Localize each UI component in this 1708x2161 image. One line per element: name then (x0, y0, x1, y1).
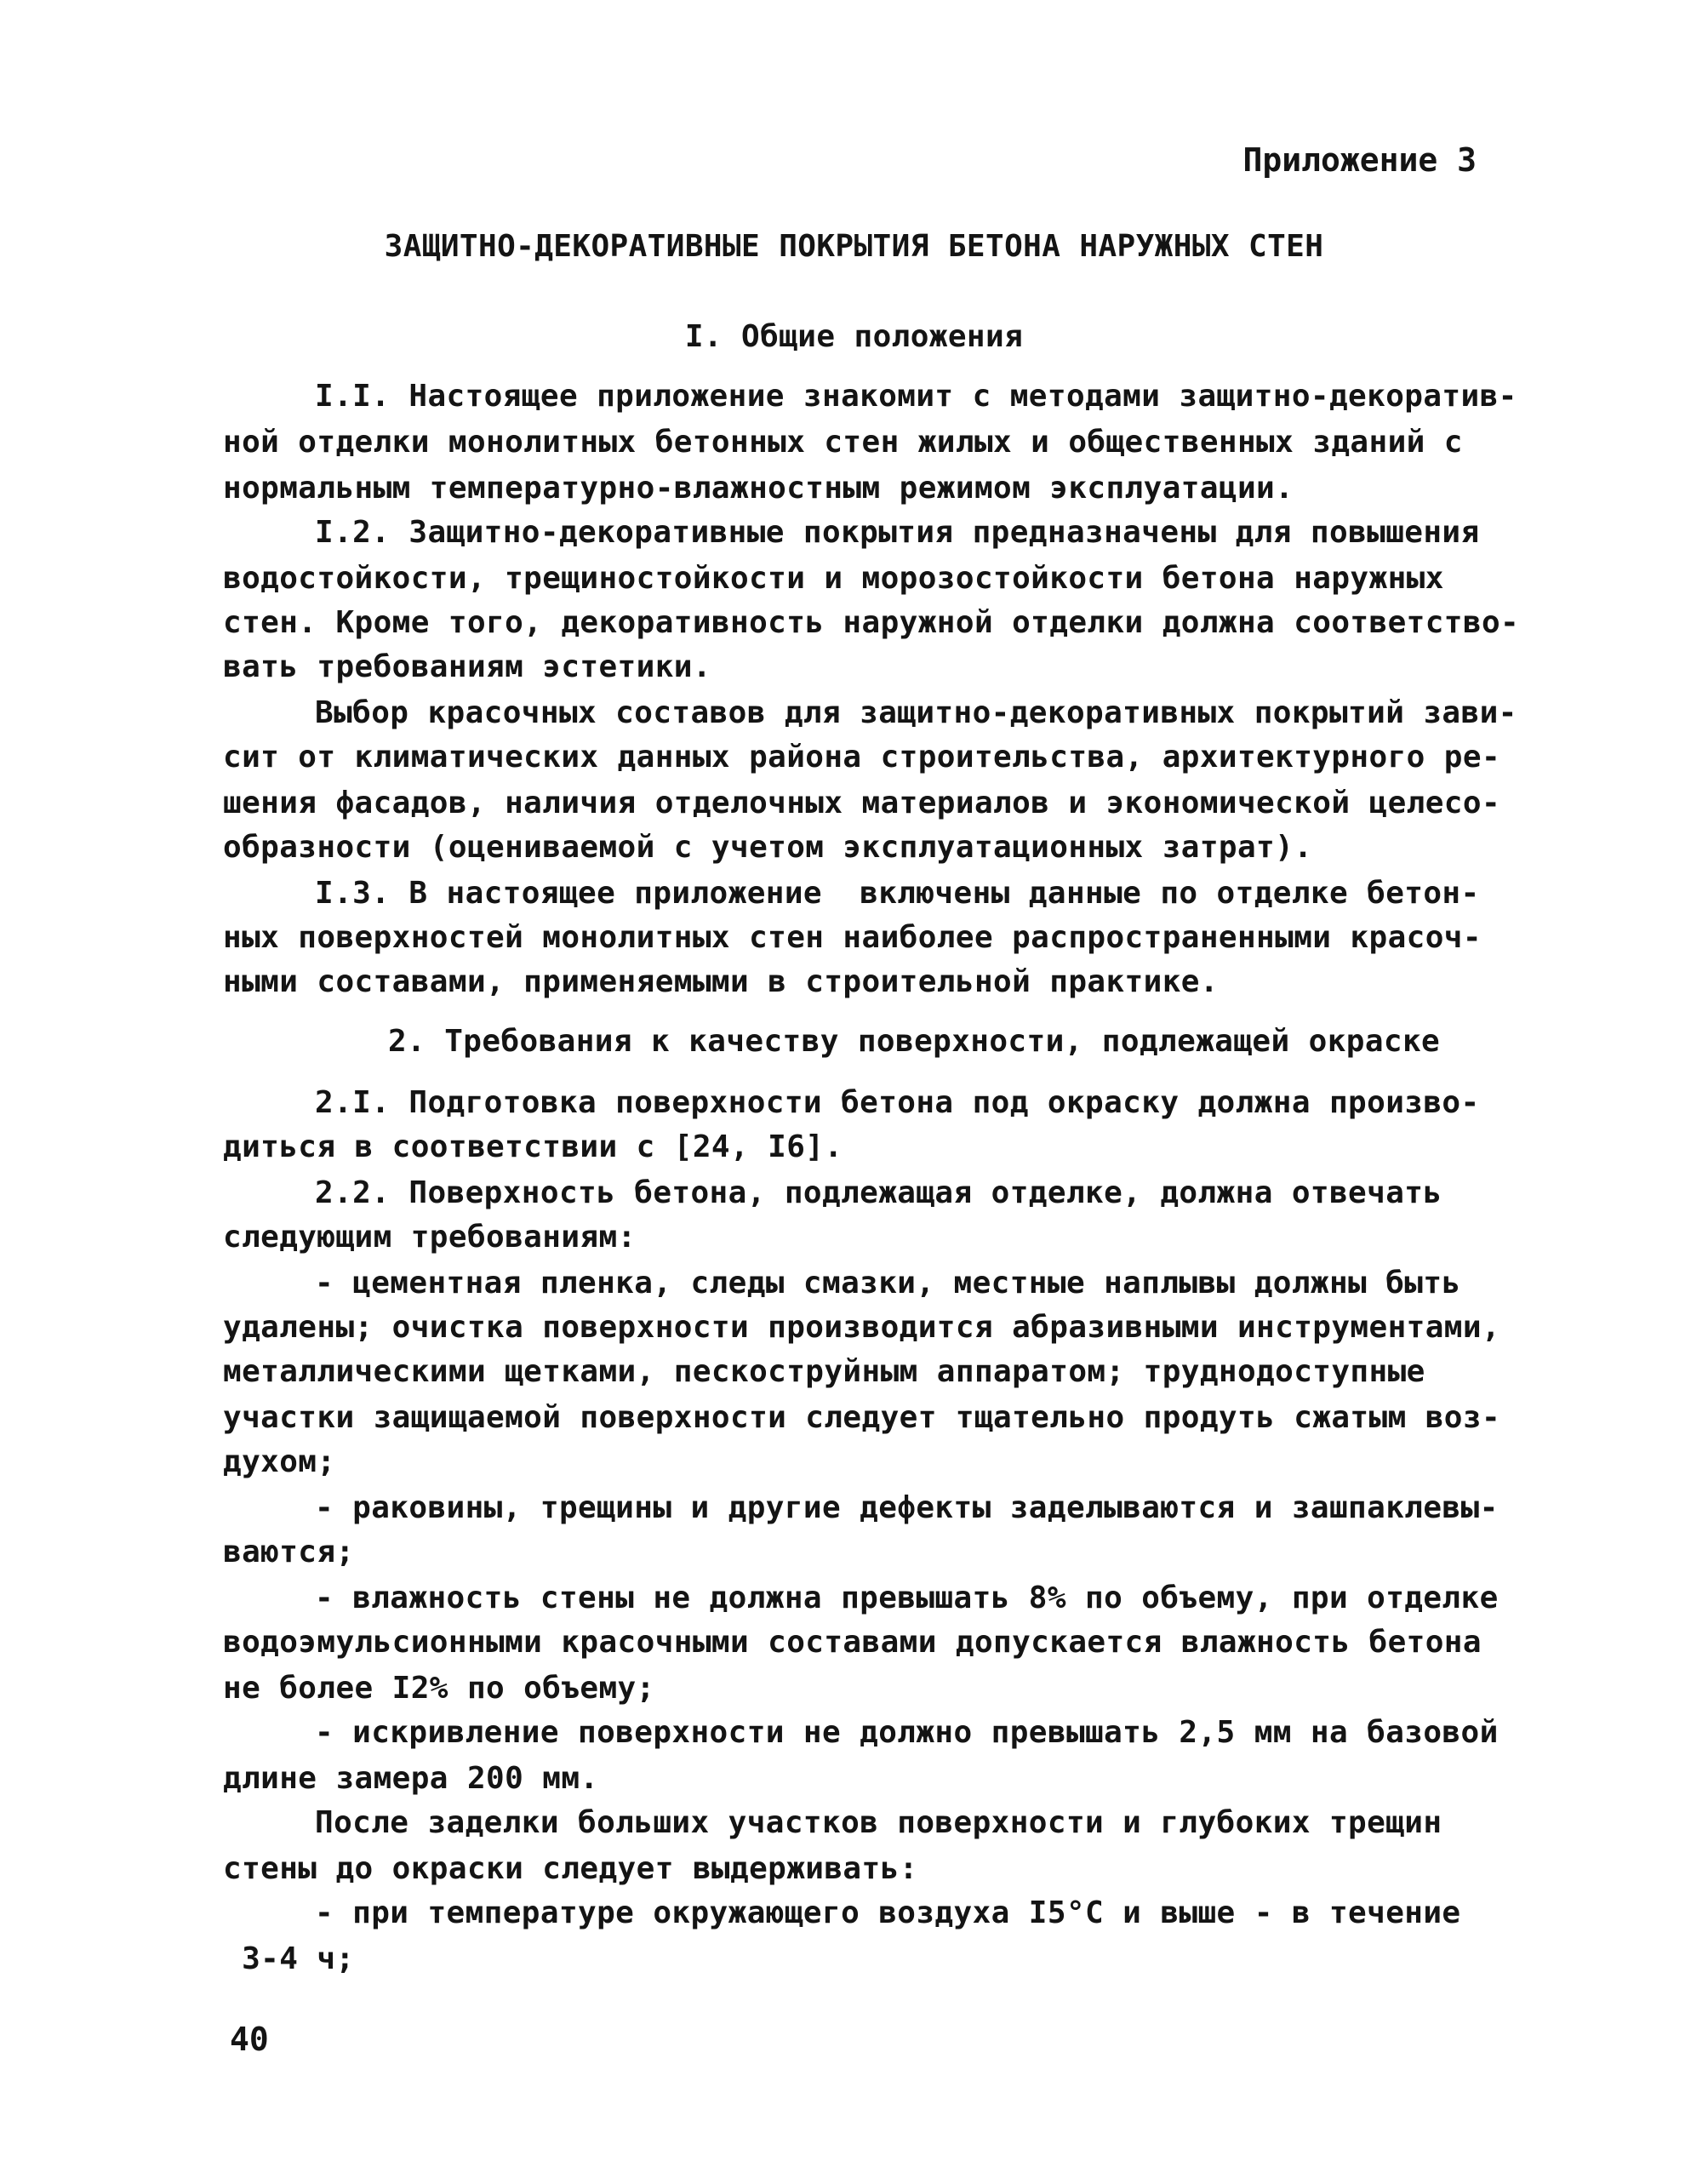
paragraph-line: ной отделки монолитных бетонных стен жилых и общественных зданий с (223, 425, 1463, 460)
paragraph-line: вать требованиям эстетики. (223, 649, 711, 684)
paragraph-line: диться в соответствии с [24, I6]. (223, 1129, 843, 1164)
paragraph-line: сит от климатических данных района строительства, архитектурного ре- (223, 740, 1501, 775)
paragraph-line: следующим требованиям: (223, 1220, 637, 1255)
paragraph-line: не более I2% по объему; (223, 1671, 655, 1706)
paragraph-line: водостойкости, трещиностойкости и морозостойкости бетона наружных (223, 561, 1444, 596)
paragraph-line: удалены; очистка поверхности производится абразивными инструментами, (223, 1310, 1501, 1345)
appendix-label: Приложение 3 (1242, 141, 1477, 179)
section-1-heading: I. Общие положения (684, 319, 1024, 354)
paragraph-line: ваются; (223, 1535, 355, 1569)
paragraph-line: длине замера 200 мм. (223, 1761, 599, 1796)
paragraph-line: стены до окраски следует выдерживать: (223, 1851, 918, 1886)
paragraph-line: - влажность стены не должна превышать 8% по объему, при отделке (315, 1581, 1499, 1615)
paragraph-line: стен. Кроме того, декоративность наружной отделки должна соответство- (223, 605, 1520, 640)
paragraph-line: участки защищаемой поверхности следует тщательно продуть сжатым воз- (223, 1400, 1501, 1435)
paragraph-line: шения фасадов, наличия отделочных материалов и экономической целесо- (223, 786, 1501, 820)
paragraph-line: нормальным температурно-влажностным режимом эксплуатации. (223, 471, 1294, 506)
paragraph-line: I.2. Защитно-декоративные покрытия предназначены для повышения (315, 515, 1480, 550)
page-number: 40 (230, 2021, 269, 2058)
paragraph-line: образности (оцениваемой с учетом эксплуатационных затрат). (223, 830, 1313, 865)
paragraph-line: - раковины, трещины и другие дефекты заделываются и зашпаклевы- (315, 1490, 1499, 1525)
paragraph-line: 3-4 ч; (223, 1941, 355, 1976)
paragraph-line: Выбор красочных составов для защитно-декоративных покрытий зави- (315, 695, 1517, 730)
paragraph-line: ных поверхностей монолитных стен наиболее распространенными красоч- (223, 920, 1482, 955)
paragraph-line: После заделки больших участков поверхности и глубоких трещин (315, 1805, 1442, 1840)
document-title: ЗАЩИТНО-ДЕКОРАТИВНЫЕ ПОКРЫТИЯ БЕТОНА НАРУЖНЫХ СТЕН (384, 229, 1324, 264)
paragraph-line: - искривление поверхности не должно превышать 2,5 мм на базовой (315, 1715, 1499, 1750)
paragraph-line: 2.2. Поверхность бетона, подлежащая отделке, должна отвечать (315, 1175, 1442, 1210)
paragraph-line: ными составами, применяемыми в строительной практике. (223, 964, 1219, 999)
paragraph-line: 2.I. Подготовка поверхности бетона под окраску должна произво- (315, 1085, 1480, 1120)
paragraph-line: I.I. Настоящее приложение знакомит с методами защитно-декоратив- (315, 379, 1517, 414)
section-2-heading: 2. Требования к качеству поверхности, подлежащей окраске (388, 1024, 1441, 1059)
paragraph-line: водоэмульсионными красочными составами допускается влажность бетона (223, 1625, 1482, 1660)
paragraph-line: духом; (223, 1444, 336, 1479)
paragraph-line: - цементная пленка, следы смазки, местные наплывы должны быть (315, 1266, 1461, 1301)
paragraph-line: I.3. В настоящее приложение включены данные по отделке бетон- (315, 876, 1480, 911)
paragraph-line: - при температуре окружающего воздуха I5°С и выше - в течение (315, 1895, 1461, 1930)
paragraph-line: металлическими щетками, пескоструйным аппаратом; труднодоступные (223, 1354, 1425, 1389)
